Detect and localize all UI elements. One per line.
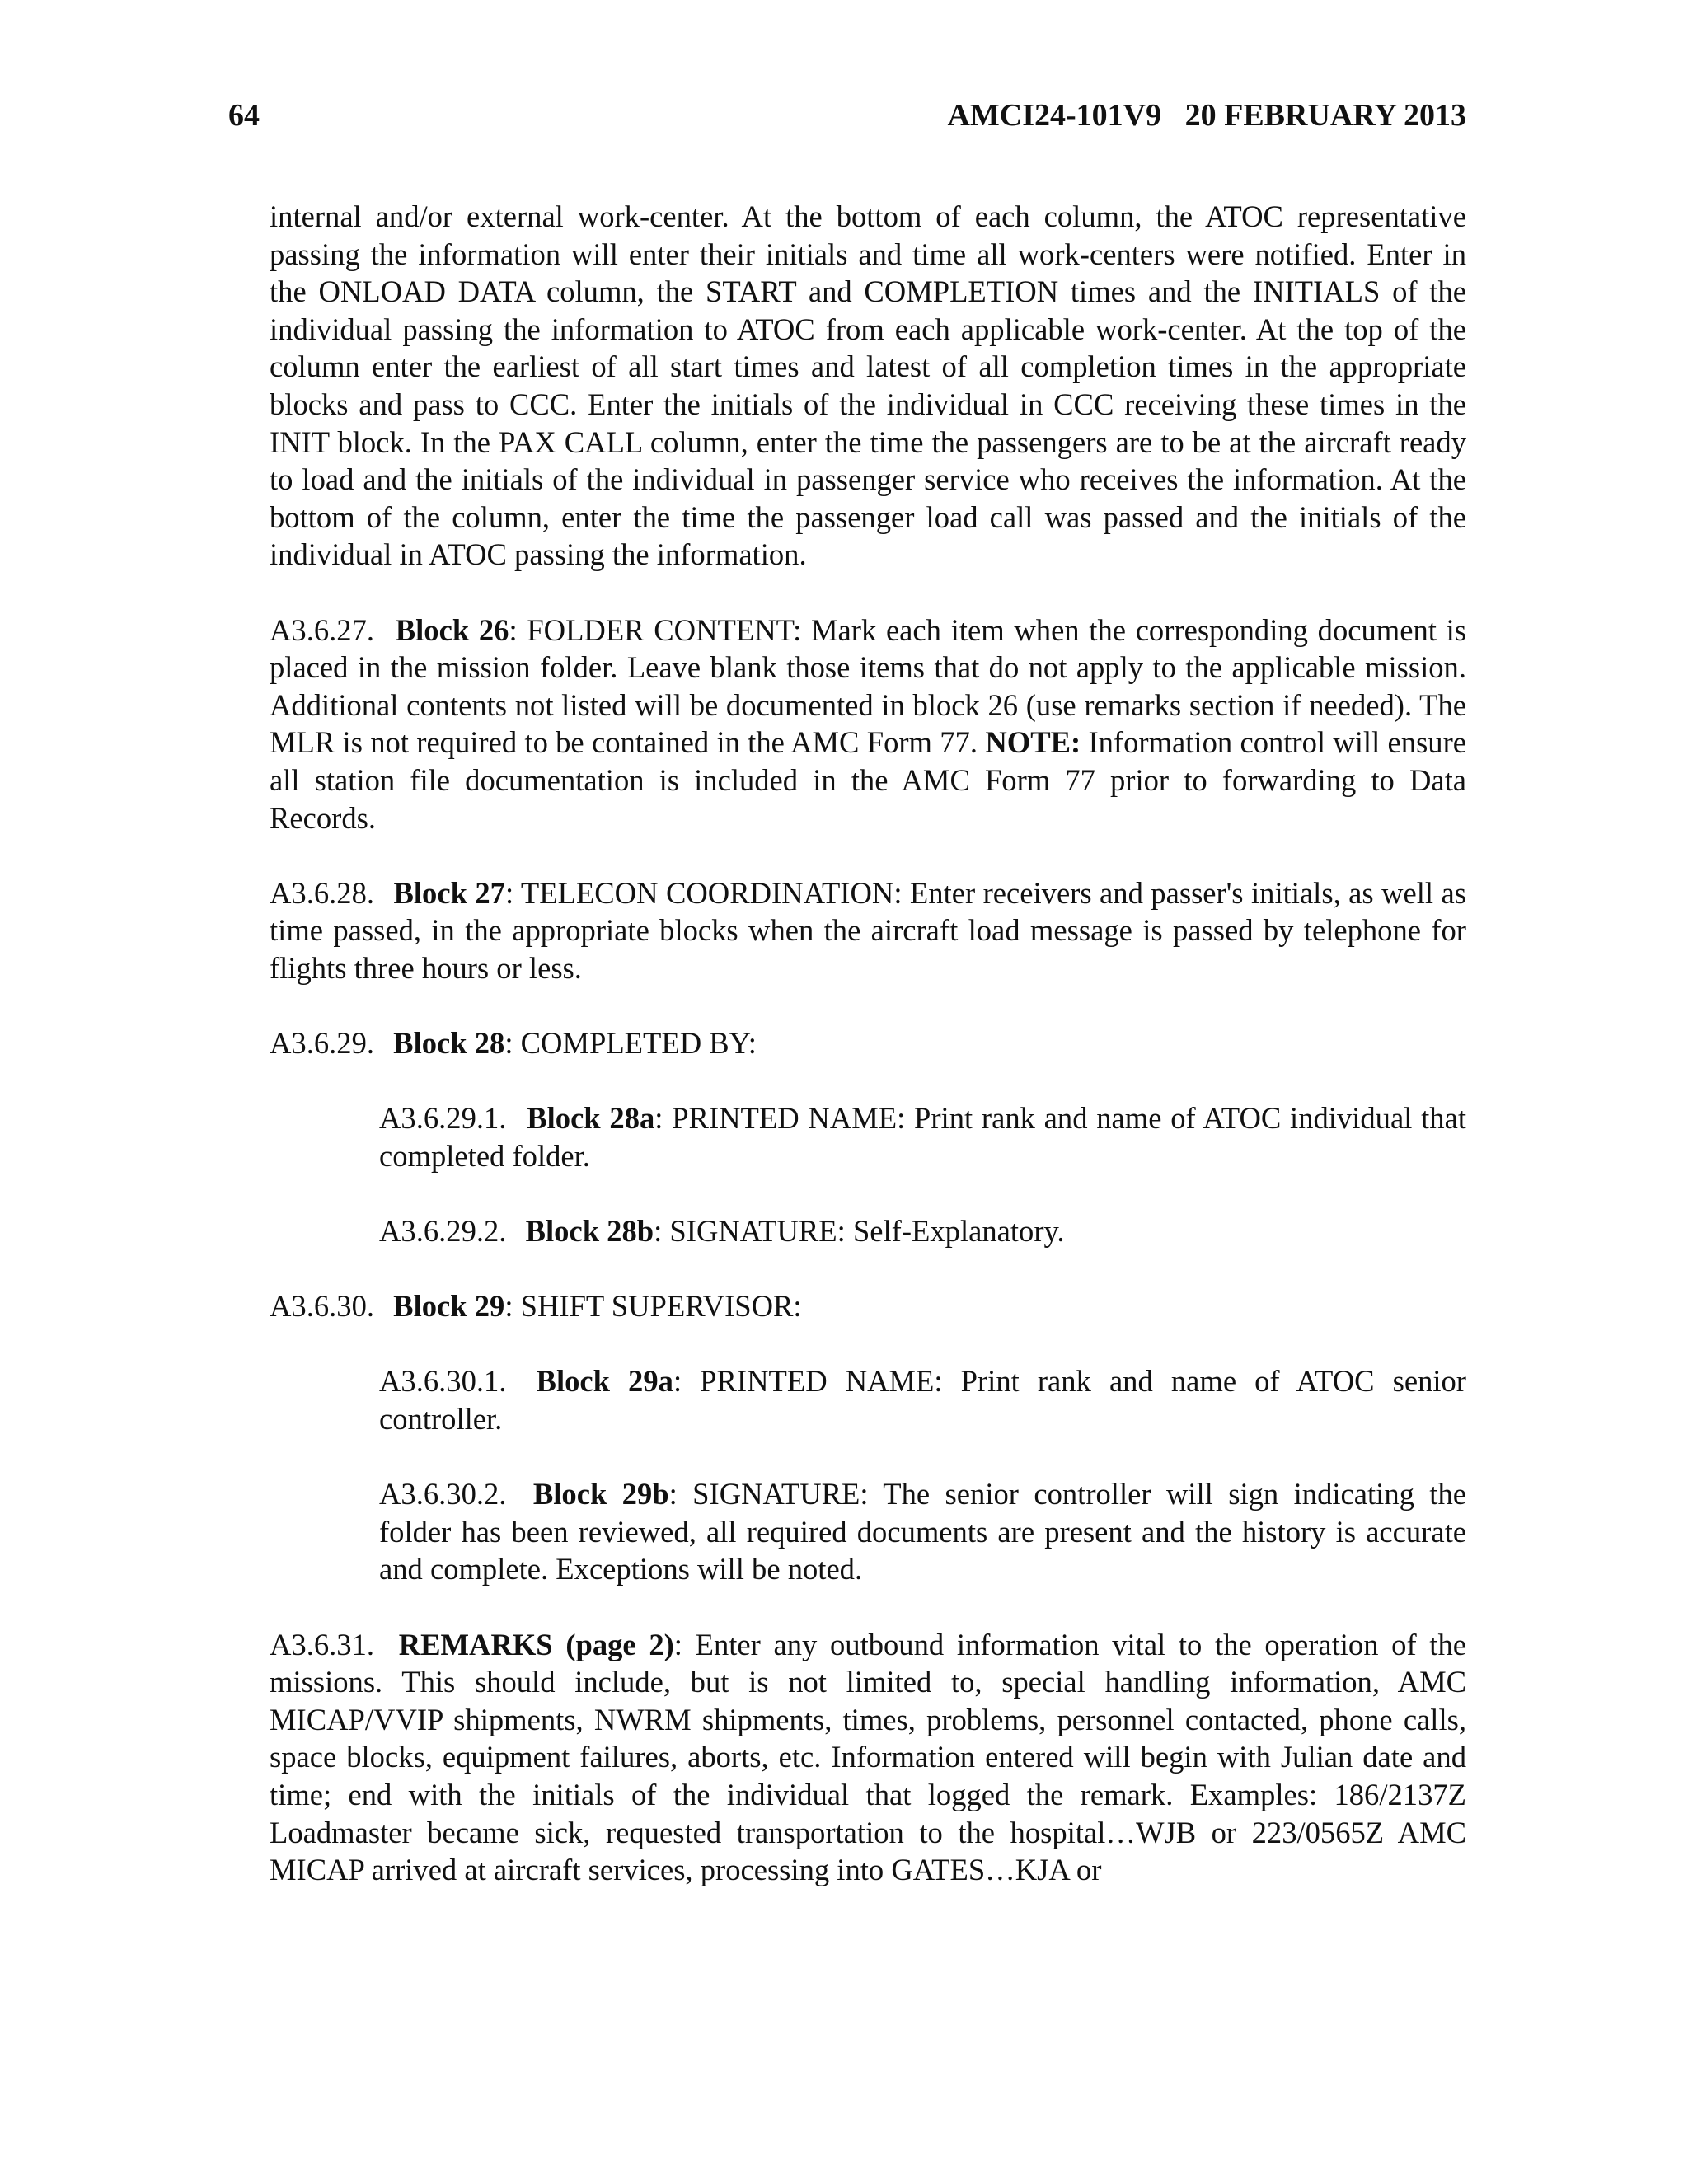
paragraph-number: A3.6.27. bbox=[270, 612, 375, 647]
paragraph-text: : PRINTED NAME: Print rank and name of ATOC individual that completed folder. bbox=[379, 1101, 1466, 1173]
block-label: Block 26 bbox=[395, 612, 509, 647]
block-label: Block 29b bbox=[532, 1477, 669, 1511]
paragraph-a3-6-27 bbox=[270, 612, 1466, 837]
block-label: REMARKS (page 2) bbox=[398, 1627, 674, 1661]
block-label: Block 28a bbox=[527, 1101, 655, 1136]
block-label: Block 27 bbox=[393, 875, 505, 910]
paragraph-number: A3.6.30.1. bbox=[379, 1364, 507, 1399]
paragraph-text: internal and/or external work-center. At the bottom of each column, the ATOC representative passing the information will enter their initials and time all work-centers were notified. Enter in the ONLOAD DATA column, the START and COMPLETION times and the INITIALS of the individual passing the information to ATOC from each applicable work-center. At the top of the column enter the earliest of all start times and latest of all completion times in the appropriate blocks and pass to CCC. Enter the initials of the individual in CCC receiving these times in the INIT block. In the PAX CALL column, enter the time the passengers are to be at the aircraft ready to load and the initials of the individual in passenger service who receives the information. At the bottom of the column, enter the time the passenger load call was passed and the initials of the individual in ATOC passing the information. bbox=[270, 199, 1466, 572]
paragraph-number: A3.6.29.2. bbox=[379, 1214, 507, 1249]
document-identifier: AMCI24-101V9 20 FEBRUARY 2013 bbox=[947, 98, 1466, 133]
note-label: NOTE: bbox=[985, 725, 1081, 760]
paragraph-a3-6-29-1 bbox=[379, 1099, 1466, 1174]
paragraph-number: A3.6.30.2. bbox=[379, 1477, 507, 1511]
page-header bbox=[228, 97, 1466, 138]
paragraph-text: : PRINTED NAME: Print rank and name of ATOC senior controller. bbox=[379, 1364, 1466, 1436]
document-body bbox=[270, 198, 1466, 1926]
block-label: Block 28 bbox=[393, 1026, 505, 1061]
paragraph-text: : COMPLETED BY: bbox=[504, 1026, 757, 1061]
paragraph-number: A3.6.28. bbox=[270, 875, 375, 910]
paragraph-a3-6-29-2 bbox=[379, 1212, 1466, 1250]
paragraph-a3-6-31 bbox=[270, 1626, 1466, 1889]
paragraph-continued bbox=[270, 198, 1466, 574]
paragraph-text: : FOLDER CONTENT: Mark each item when the corresponding document is placed in the mission folder. Leave blank those items that do not apply to the applicable mission. Additional contents not listed will be documented in block 26 (use remarks section if needed). The MLR is not required to be contained in the AMC Form 77. bbox=[270, 612, 1466, 760]
paragraph-number: A3.6.30. bbox=[270, 1289, 375, 1324]
paragraph-text: : TELECON COORDINATION: Enter receivers and passer's initials, as well as time passed, in the appropriate blocks when the aircraft load message is passed by telephone for flights three hours or less. bbox=[270, 875, 1466, 985]
paragraph-number: A3.6.29.1. bbox=[379, 1101, 507, 1136]
paragraph-text: : SIGNATURE: The senior controller will sign indicating the folder has been reviewed, all required documents are present and the history is accurate and complete. Exceptions will be noted. bbox=[379, 1477, 1466, 1586]
paragraph-number: A3.6.29. bbox=[270, 1026, 375, 1061]
block-label: Block 29 bbox=[393, 1289, 505, 1324]
note-text: Information control will ensure all station file documentation is included in the AMC Form 77 prior to forwarding to Data Records. bbox=[270, 725, 1467, 835]
block-label: Block 29a bbox=[536, 1364, 673, 1399]
paragraph-a3-6-30 bbox=[270, 1287, 1466, 1325]
paragraph-text: : Enter any outbound information vital to the operation of the missions. This should include, but is not limited to, special handling information, AMC MICAP/VVIP shipments, NWRM shipments, times, problems, personnel contacted, phone calls, space blocks, equipment failures, aborts, etc. Information entered will begin with Julian date and time; end with the initials of the individual that logged the remark. Examples: 186/2137Z Loadmaster became sick, requested transportation to the hospital…WJB or 223/0565Z AMC MICAP arrived at aircraft services, processing into GATES…KJA or bbox=[270, 1627, 1466, 1887]
paragraph-a3-6-28 bbox=[270, 874, 1466, 987]
paragraph-text: : SHIFT SUPERVISOR: bbox=[504, 1289, 802, 1324]
page-number: 64 bbox=[228, 98, 260, 133]
block-label: Block 28b bbox=[525, 1214, 654, 1249]
paragraph-a3-6-29 bbox=[270, 1024, 1466, 1062]
paragraph-a3-6-30-1 bbox=[379, 1362, 1466, 1437]
paragraph-number: A3.6.31. bbox=[270, 1627, 375, 1661]
paragraph-text: : SIGNATURE: Self-Explanatory. bbox=[654, 1214, 1065, 1249]
paragraph-a3-6-30-2 bbox=[379, 1475, 1466, 1588]
